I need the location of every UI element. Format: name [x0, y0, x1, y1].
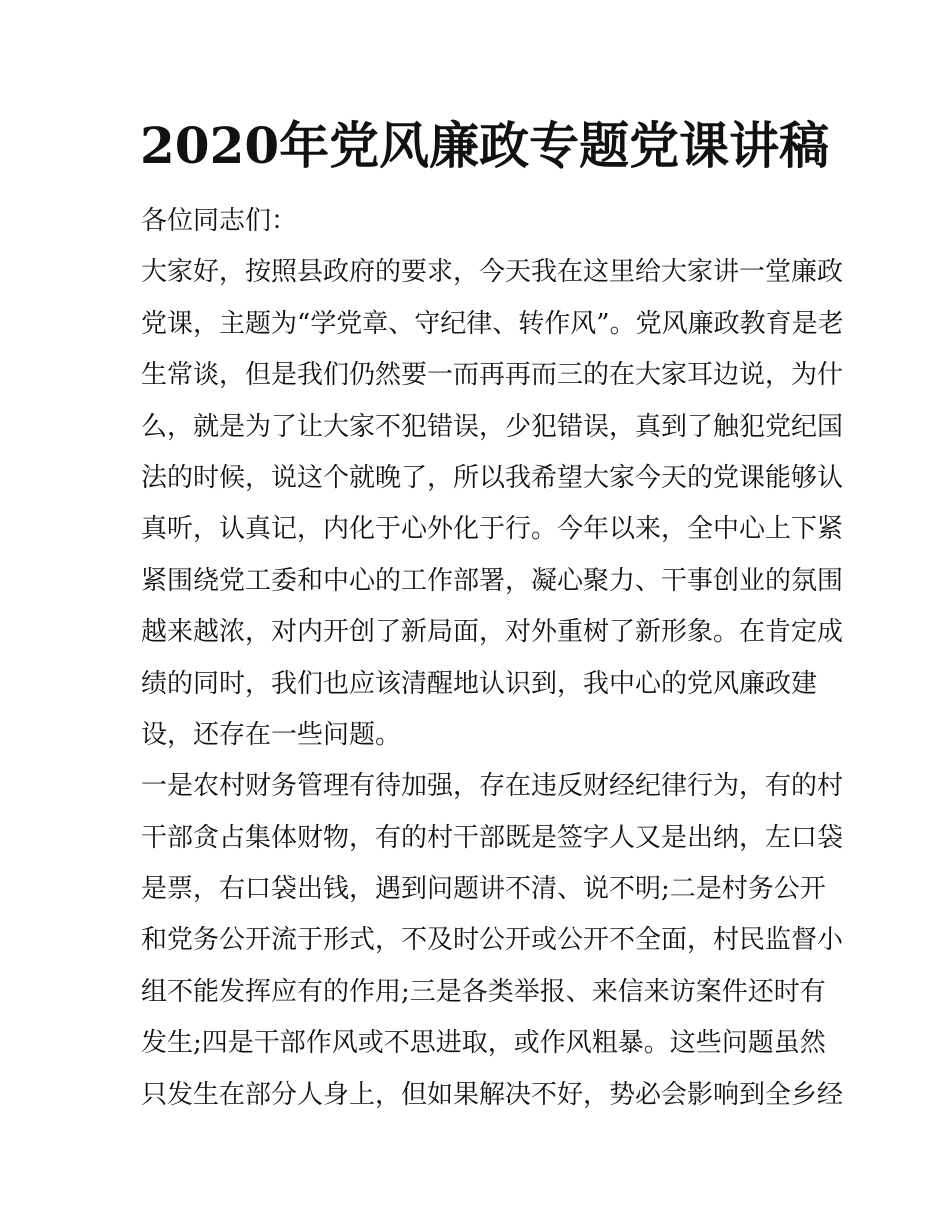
body-line-8: 越来越浓，对内开创了新局面，对外重树了新形象。在肯定成	[141, 617, 844, 648]
body-line-9: 绩的同时，我们也应该清醒地认识到，我中心的党风廉政建	[141, 668, 818, 699]
body-line-16: 发生;四是干部作风或不思进取，或作风粗暴。这些问题虽然	[141, 1028, 826, 1059]
body-line-10: 设，还存在一些问题。	[141, 719, 402, 750]
salutation-line: 各位同志们：	[141, 206, 298, 236]
body-line-12: 干部贪占集体财物，有的村干部既是签字人又是出纳，左口袋	[141, 822, 844, 853]
body-line-3: 生常谈，但是我们仍然要一而再再而三的在大家耳边说，为什	[141, 360, 844, 391]
body-line-2: 党课，主题为“学党章、守纪律、转作风”。党风廉政教育是老	[141, 308, 844, 339]
body-line-6: 真听，认真记，内化于心外化于行。今年以来，全中心上下紧	[141, 514, 844, 545]
body-line-11: 一是农村财务管理有待加强，存在违反财经纪律行为，有的村	[141, 771, 844, 802]
body-line-13: 是票，右口袋出钱，遇到问题讲不清、说不明;二是村务公开	[141, 874, 826, 905]
document-body	[141, 196, 844, 1121]
body-line-5: 法的时候，说这个就晚了，所以我希望大家今天的党课能够认	[141, 462, 844, 493]
body-line-17: 只发生在部分人身上，但如果解决不好，势必会影响到全乡经	[141, 1079, 844, 1110]
body-line-1: 大家好，按照县政府的要求，今天我在这里给大家讲一堂廉政	[141, 257, 844, 288]
body-line-15: 组不能发挥应有的作用;三是各类举报、来信来访案件还时有	[141, 976, 826, 1007]
body-line-7: 紧围绕党工委和中心的工作部署，凝心聚力、干事创业的氛围	[141, 565, 844, 596]
body-line-14: 和党务公开流于形式，不及时公开或公开不全面，村民监督小	[141, 925, 844, 956]
body-line-4: 么，就是为了让大家不犯错误，少犯错误，真到了触犯党纪国	[141, 411, 844, 442]
document-title: 2020年党风廉政专题党课讲稿	[140, 116, 830, 175]
